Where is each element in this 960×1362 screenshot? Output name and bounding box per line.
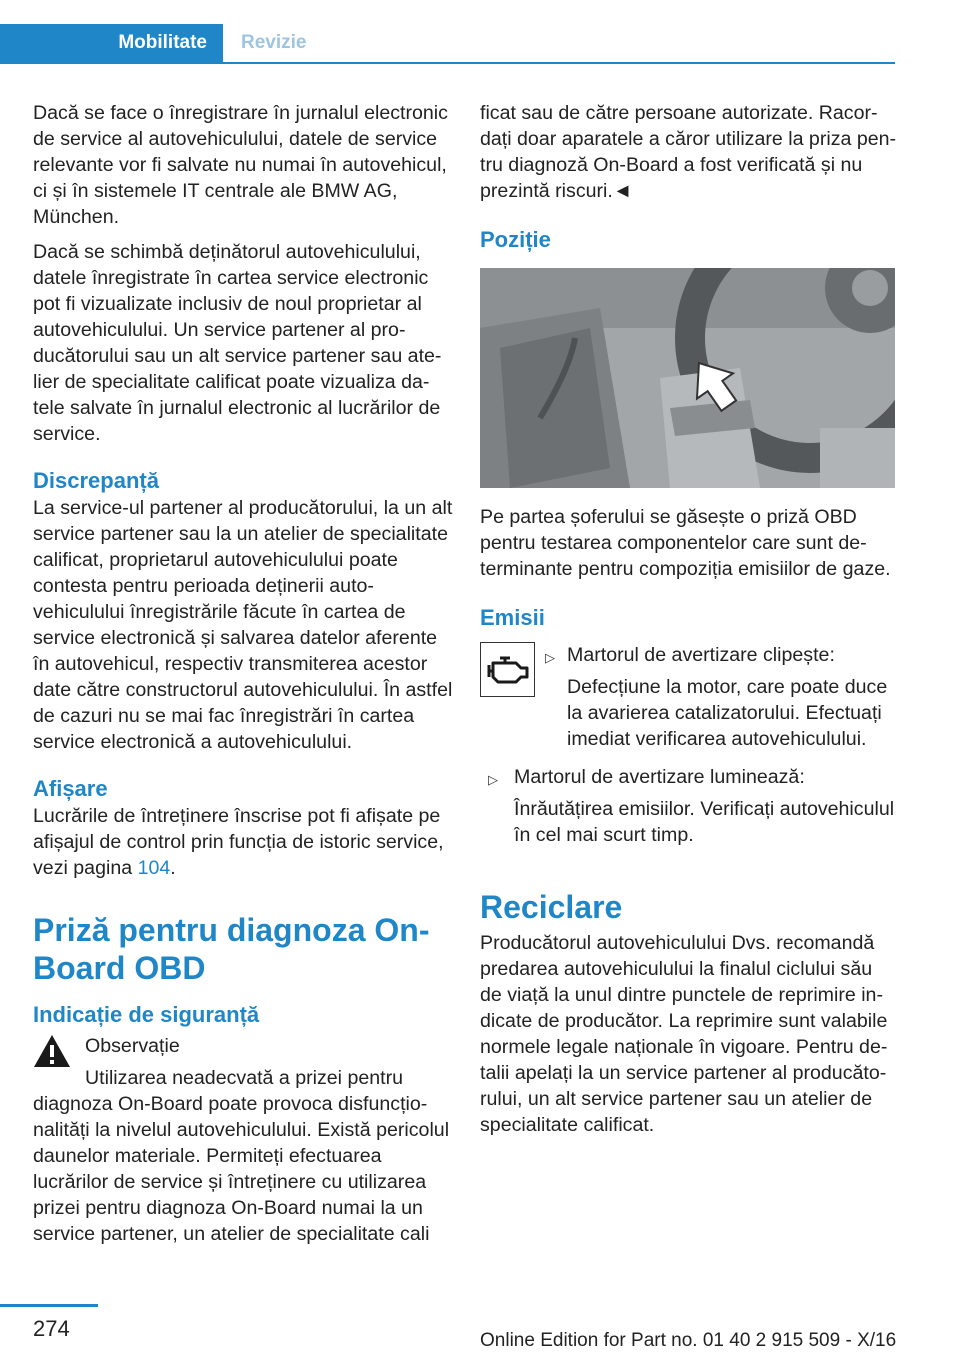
heading-discrepanta: Discrepanță: [33, 468, 159, 493]
heading-pozitie: Poziție: [480, 227, 551, 252]
paragraph-warning-cont: ficat sau de către persoane autorizate. Racordați doar aparatele a căror utilizare la priza pentru diagnoză On-Board a fost verificată și nu prezintă riscuri.◄: [480, 102, 897, 202]
check-engine-icon: [486, 655, 530, 685]
tab-revizie[interactable]: Revizie: [241, 32, 307, 53]
right-column: [480, 100, 898, 1147]
left-column: [33, 100, 453, 1247]
item2-title: Martorul de avertizare luminează:: [514, 766, 805, 788]
page-number: 274: [33, 1316, 70, 1341]
obd-photo-illustration: [480, 268, 895, 488]
heading-reciclare: Reciclare: [480, 889, 623, 925]
heading-emisii: Emisii: [480, 605, 545, 630]
emissions-item-lit: [488, 764, 898, 848]
item2-text: Înrăutățirea emisiilor. Verificați autovehiculul în cel mai scurt timp.: [514, 798, 895, 846]
emissions-item-blinking-body: [567, 642, 898, 752]
heading-afisare: Afișare: [33, 776, 108, 801]
warning-title: Observație: [85, 1035, 180, 1057]
paragraph-obd-location: Pe partea șoferului se găsește o priză OBD pentru testarea componentelor care sunt determinante pentru compoziția emisiilor de gaze.: [480, 506, 891, 580]
engine-warning-box: [480, 642, 535, 697]
item1-title: Martorul de avertizare clipește:: [567, 644, 835, 666]
warning-head: [85, 1033, 403, 1091]
warning-block: [33, 1033, 453, 1091]
heading-priza-obd: Priză pentru diagnoza On-Board OBD: [33, 912, 430, 986]
afisare-period: .: [170, 857, 176, 879]
bullet-marker: ▷: [545, 650, 555, 665]
paragraph-reciclare: Producătorul autovehiculului Dvs. recomandă predarea autovehiculului la finalul ciclului său de viață la unul dintre punctele de reprimire indicate de producător. La reprimire sunt valabile normele legale naționale în vigoare. Pentru detalii apelați la un service partener al producătorului, un alt service partener sau un atelier de specialitate calificat.: [480, 932, 888, 1136]
header-tabs: [0, 24, 895, 64]
item1-text: Defecțiune la motor, care poate duce la avarierea catalizatorului. Efectuați imediat verificarea autovehiculului.: [567, 676, 888, 750]
tab-mobilitate[interactable]: Mobilitate: [0, 24, 223, 62]
afisare-text: Lucrările de întreținere înscrise pot fi afișate pe afișajul de control prin funcția de istoric service, vezi pagina: [33, 805, 444, 879]
page-link-104[interactable]: 104: [137, 857, 171, 879]
paragraph-owner-change: Dacă se schimbă deținătorul autovehiculului, datele înregistrate în cartea service electronic pot fi vizualizate inclusiv de noul proprietar al autovehiculului. Un service partener al producătorului sau un alt service partener sau atelier de specialitate calificat poate vizualiza datele salvate în jurnalul electronic al lucrărilor de service.: [33, 241, 442, 445]
obd-location-photo: [480, 268, 895, 488]
paragraph-afisare: [33, 803, 453, 881]
edition-text: Online Edition for Part no. 01 40 2 915 509 - X/16: [480, 1330, 897, 1351]
warning-first-line: Utilizarea neadecvată a prizei pentru: [85, 1067, 404, 1089]
warning-triangle-icon: [33, 1033, 71, 1069]
emissions-item-lit-body: [514, 764, 898, 848]
heading-indicatie: Indicație de siguranță: [33, 1002, 260, 1027]
paragraph-discrepanta: La service-ul partener al producătorului, la un alt service partener sau la un atelier de specialitate calificat, proprietarul autovehiculului poate contesta pentru perioada deținerii autovehiculului înregistrările făcute în cartea de service electronică și salvarea datelor aferente în autovehicul, respectiv transmiterea acestor date către constructorul autovehiculului. În astfel de cazuri nu se mai fac înregistrări în cartea service electronică a autovehiculului.: [33, 497, 453, 753]
paragraph-intro: Dacă se face o înregistrare în jurnalul electronic de service al autovehiculului, datele de service relevante vor fi salvate nu numai în autovehicul, ci și în sistemele IT centrale ale BMW AG, München.: [33, 102, 448, 228]
footer-accent-line: [0, 1304, 98, 1307]
emissions-item-blinking: [480, 642, 898, 752]
bullet-marker: ▷: [488, 772, 498, 787]
warning-text: diagnoza On-Board poate provoca disfuncționalități la nivelul autovehiculului. Există pericolul daunelor materiale. Permiteți efectuarea lucrărilor de service și întreținere cu utilizarea prizei pentru diagnoza On-Board numai la un service partener, un atelier de specialitate cali: [33, 1093, 450, 1245]
